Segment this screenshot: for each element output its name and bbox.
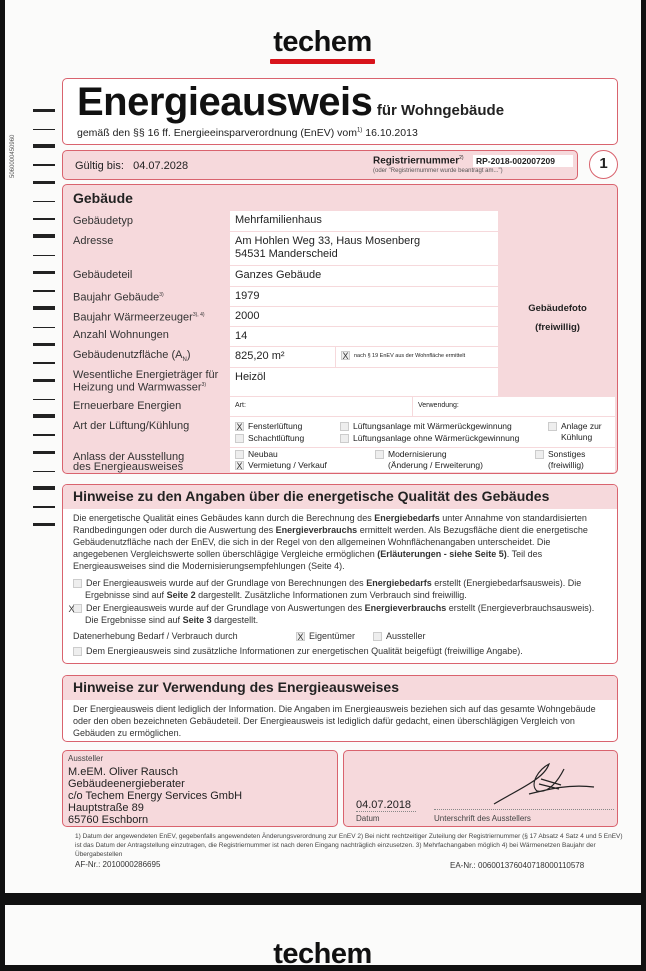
barcode	[33, 100, 55, 532]
option-rent-sale[interactable]: X Vermietung / Verkauf	[236, 460, 327, 472]
value-building-part: Ganzes Gebäude	[230, 266, 498, 286]
signature-label: Unterschrift des Ausstellers	[434, 814, 531, 823]
certificate-page-2	[5, 905, 641, 970]
af-number: AF-Nr.: 2010000286695	[75, 860, 161, 869]
techem-logo-page-2: techem	[273, 938, 372, 970]
option-cooling[interactable]: Anlage zur Kühlung	[548, 421, 602, 443]
title-box	[62, 78, 618, 145]
option-modernization[interactable]: Modernisierung (Änderung / Erweiterung)	[375, 449, 483, 471]
option-ventilation-with-recovery[interactable]: Lüftungsanlage mit Wärmerückgewinnung	[340, 421, 512, 432]
label-heater-year: Baujahr Wärmeerzeuger$^{3), 4)}$	[73, 311, 205, 324]
label-construction-year: Baujahr Gebäude$^{3)}$	[73, 291, 164, 304]
option-other[interactable]: Sonstiges (freiwillig)	[535, 449, 585, 471]
label-floor-area: Gebäudenutzfläche $(A_N)$	[73, 349, 191, 364]
building-heading: Gebäude	[73, 190, 133, 206]
issuer-label: Aussteller	[68, 754, 104, 763]
floor-area-method: X nach § 19 EnEV aus der Wohnfläche ermittelt	[336, 347, 498, 367]
option-consumption-certificate[interactable]: X Der Energieausweis wurde auf der Grundlage von Auswertungen des Energieverbrauchs erstellt (Energieverbrauchsausweis). Die Ergebnisse sind auf Seite 3 dargestellt.	[68, 603, 595, 625]
issuer-box	[62, 750, 338, 827]
option-issuer[interactable]: Aussteller	[373, 630, 426, 642]
signature-date: 04.07.2018	[356, 799, 416, 812]
signature-image	[489, 759, 599, 809]
quality-notes-section	[62, 484, 618, 664]
value-address: Am Hohlen Weg 33, Haus Mosenberg 54531 Manderscheid	[230, 232, 498, 265]
building-photo-placeholder: Gebäudefoto (freiwillig)	[500, 211, 615, 396]
validity-box	[62, 150, 578, 180]
label-reason: Anlass der Ausstellung des Energieausweises	[73, 451, 185, 473]
option-new-build[interactable]: Neubau	[235, 449, 278, 460]
techem-logo: techem	[270, 26, 375, 64]
certificate-page-1	[5, 0, 641, 893]
issuer-address: M.eEM. Oliver Rausch Gebäudeenergieberater c/o Techem Energy Services GmbH Hauptstraße 89 65760 Eschborn	[68, 766, 243, 826]
option-window-ventilation[interactable]: X Fensterlüftung	[236, 421, 303, 433]
ventilation-options	[230, 417, 615, 447]
value-apartments: 14	[230, 327, 498, 346]
label-building-type: Gebäudetyp	[73, 215, 133, 227]
quality-intro: Die energetische Qualität eines Gebäudes kann durch die Berechnung des Energiebedarfs unter Annahme von standardisierten Randbedingungen oder durch die Auswertung des Energieverbrauchs ermittelt werden. Als Bezugsfläche dient die energetische Gebäudenutzfläche nach der EnEV, die sich in der Regel von den allgemeinen Wohnflächenangaben unterscheidet. Die angegebenen Vergleichswerte sollen überschlägige Vergleiche ermöglichen (Erläuterungen - siehe Seite 5). Teil des Energieausweises sind die Modernisierungsempfehlungen (Seite 4).	[73, 513, 588, 571]
option-ventilation-without-recovery[interactable]: Lüftungsanlage ohne Wärmerückgewinnung	[340, 433, 519, 444]
registration-note: (oder "Registriernummer wurde beantragt am...")	[373, 168, 503, 174]
registration-number: RP-2018-002007209	[473, 155, 573, 167]
option-additional-info[interactable]: Dem Energieausweis sind zusätzliche Informationen zur energetischen Qualität beigefügt (freiwillige Angabe).	[63, 642, 617, 657]
building-section	[62, 184, 618, 474]
usage-notes-section	[62, 675, 618, 742]
document-title: Energieausweis	[77, 80, 373, 124]
date-label: Datum	[356, 814, 380, 823]
value-floor-area: 825,20 m²	[230, 347, 335, 367]
renewables-type: Art:	[230, 397, 412, 416]
footnotes: 1) Datum der angewendeten EnEV, gegebenfalls angewendeten Änderungsverordnung zur EnEV 2) Bei nicht rechtzeitiger Zuteilung der Registriernummer (§ 17 Absatz 4 Satz 4 und 5 EnEV) ist das Datum der Antragstellung einzutragen, die Registriernummer ist nach deren Eingang nachträglich einzusetzen. 3) Mehrfachangaben möglich 4) bei Wärmenetzen Baujahr der Übergabestellen	[75, 833, 623, 858]
option-shaft-ventilation[interactable]: Schachtlüftung	[235, 433, 304, 444]
ea-number: EA-Nr.: 006001376040718000110578	[450, 861, 585, 870]
document-title-suffix: für Wohngebäude	[376, 102, 505, 119]
page-number-badge: 1	[589, 150, 618, 179]
value-energy-sources: Heizöl	[230, 368, 498, 396]
document-subtitle: gemäß den §§ 16 ff. Energieeinsparverordnung (EnEV) vom$^{1)}$ 16.10.2013	[77, 127, 418, 139]
label-ventilation: Art der Lüftung/Kühlung	[73, 420, 190, 432]
barcode-number: 5060000450960	[10, 134, 16, 178]
label-renewables: Erneuerbare Energien	[73, 400, 182, 412]
label-building-part: Gebäudeteil	[73, 269, 133, 281]
valid-until: Gültig bis: 04.07.2028	[75, 160, 189, 172]
signature-box	[343, 750, 618, 827]
reason-options	[230, 448, 615, 472]
quality-heading: Hinweise zu den Angaben über die energetische Qualität des Gebäudes	[73, 488, 550, 504]
data-collection-row: Datenerhebung Bedarf / Verbrauch durch X Eigentümer Aussteller	[73, 631, 426, 643]
label-address: Adresse	[73, 235, 114, 247]
checkbox[interactable]: X	[342, 351, 349, 362]
label-apartments: Anzahl Wohnungen	[73, 329, 169, 341]
label-energy-sources: Wesentliche Energieträger für Heizung und Warmwasser$^{3)}$	[73, 369, 219, 394]
usage-text: Der Energieausweis dient lediglich der Information. Die Angaben im Energieausweis beziehen sich auf das gesamte Wohngebäude oder den oben bezeichneten Gebäudeteil. Der Energieausweis ist lediglich dafür gedacht, einen überschlägigen Vergleich von Gebäuden zu ermöglichen.	[73, 704, 596, 738]
usage-heading: Hinweise zur Verwendung des Energieausweises	[73, 679, 400, 695]
value-construction-year: 1979	[230, 287, 498, 306]
option-demand-certificate[interactable]: Der Energieausweis wurde auf der Grundlage von Berechnungen des Energiebedarfs erstellt (Energiebedarfsausweis). Die Ergebnisse sind auf Seite 2 dargestellt. Zusätzliche Informationen zum Verbrauch sind freiwillig.	[63, 572, 617, 601]
renewables-use: Verwendung:	[413, 397, 615, 416]
value-building-type: Mehrfamilienhaus	[230, 211, 498, 231]
value-heater-year: 2000	[230, 307, 498, 326]
registration-label: Registriernummer$^{2)}$	[373, 155, 464, 167]
option-owner[interactable]: X Eigentümer	[297, 631, 356, 643]
